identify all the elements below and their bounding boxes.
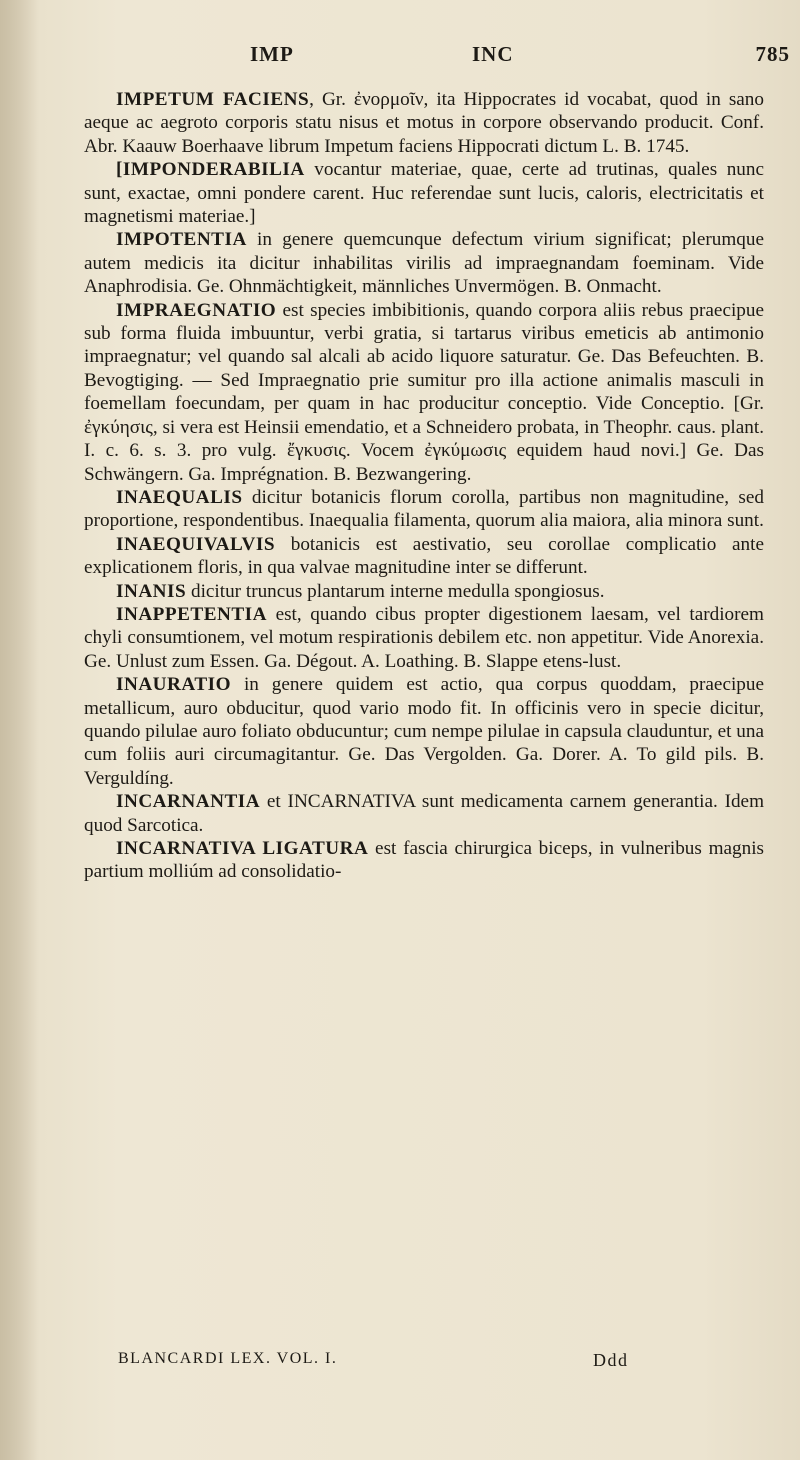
- headword: IMPRAEGNATIO: [116, 299, 277, 321]
- entry-incarnativa-ligatura: [84, 837, 764, 884]
- entry-impotentia: [84, 228, 764, 298]
- entry-imponderabilia: [84, 158, 764, 228]
- entry-impetum-faciens: [84, 88, 764, 158]
- running-header: [250, 42, 790, 74]
- entry-impraegnatio: [84, 299, 764, 486]
- entry-body: botanicis est aestivatio, seu corollae complicatio ante explicationem floris, in qua valvae magnitudine inter se differunt.: [84, 533, 764, 579]
- page-spine-shadow: [0, 0, 38, 1460]
- headword: INAURATIO: [116, 674, 232, 696]
- footer-book-title: BLANCARDI LEX. VOL. I.: [118, 1350, 338, 1367]
- entry-inappetentia: [84, 603, 764, 673]
- headword: IMPETUM FACIENS: [116, 89, 310, 110]
- entry-body: dicitur botanicis florum corolla, partibus non magnitudine, sed proportione, respondentibus. Inaequalia filamenta, quorum alia maiora, alia minora sunt.: [84, 486, 764, 532]
- entry-inaequalis: [84, 486, 764, 533]
- entry-body: est fascia chirurgica biceps, in vulneribus magnis partium molliúm ad consolidatio-: [84, 838, 764, 883]
- entry-body: in genere quidem est actio, qua corpus quoddam, praecipue metallicum, auro obducitur, quod vario modo fit. In officinis vero in specie dicitur, quando pilulae auro foliato obducuntur; cum nempe pilulae in capsula clauduntur, et una cum foliis auri circumagitantur. Ge. Das Vergolden. Ga. Dorer. A. To gild pils. B. Verguldíng.: [84, 674, 764, 789]
- headword: IMPOTENTIA: [116, 229, 247, 251]
- header-middle-guide: INC: [472, 42, 514, 66]
- entry-incarnantia: [84, 790, 764, 837]
- entry-inaequivalvis: [84, 533, 764, 580]
- entry-body: est, quando cibus propter digestionem laesam, vel tardiorem chyli consumtionem, vel motum respirationis debilem etc. non appetitur. Vide Anorexia. Ge. Unlust zum Essen. Ga. Dégout. A. Loathing. B. Slappe etens-lust.: [84, 603, 764, 672]
- footer-signature-mark: Ddd: [593, 1350, 629, 1370]
- entry-body: dicitur truncus plantarum interne medulla spongiosus.: [186, 580, 605, 602]
- headword: INAEQUALIS: [116, 486, 243, 508]
- headword: INCARNATIVA LIGATURA: [116, 838, 369, 859]
- entry-body: in genere quemcunque defectum virium significat; plerumque autem medicis ita dicitur inhabilitas virilis ad impraegnandam foeminam. Vide Anaphrodisia. Ge. Ohnmächtigkeit, männliches Unvermögen. B. Onmacht.: [84, 229, 764, 298]
- headword: INAPPETENTIA: [116, 603, 267, 625]
- entry-body: vocantur materiae, quae, certe ad trutinas, quales nunc sunt, exactae, omni pondere carent. Huc referendae sunt lucis, caloris, electricitatis et magnetismi materiae.]: [84, 159, 764, 228]
- entry-body: , Gr. ἐνορμοῖν, ita Hippocrates id vocabat, quod in sano aeque ac aegroto corporis statu nisus et motus in corpore observando producit. Conf. Abr. Kaauw Boerhaave librum Impetum faciens Hippocrati dictum L. B. 1745.: [84, 89, 764, 157]
- headword: [IMPONDERABILIA: [116, 159, 305, 181]
- page-number: 785: [755, 42, 790, 66]
- entry-body: et INCARNATIVA sunt medicamenta carnem generantia. Idem quod Sarcotica.: [84, 791, 764, 836]
- dictionary-text-column: [84, 88, 764, 884]
- entry-body: est species imbibitionis, quando corpora aliis rebus praecipue sub forma fluida imbuuntur, verbi gratia, si tartarus viribus emeticis ab antimonio impraegnatur; vel quando sal alcali ab acido liquore saturatur. Ge. Das Befeuchten. B. Bevogtiging. — Sed Impraegnatio prie sumitur pro illa actione animalis masculi in foemellam foecundam, per quam in hac producitur conceptio. Vide Conceptio. [Gr. ἐγκύησις, si vera est Heinsii emendatio, et a Schneidero probata, in Theophr. caus. plant. I. c. 6. s. 3. pro vulg. ἔγκυσις. Vocem ἐγκύμωσις equidem haud novi.] Ge. Das Schwängern. Ga. Imprégnation. B. Bezwangering.: [84, 299, 764, 485]
- header-left-guide: IMP: [250, 42, 294, 66]
- headword: INCARNANTIA: [116, 791, 261, 813]
- headword: INANIS: [116, 580, 187, 602]
- entry-inauratio: [84, 673, 764, 790]
- entry-inanis: [84, 580, 764, 603]
- headword: INAEQUIVALVIS: [116, 533, 275, 555]
